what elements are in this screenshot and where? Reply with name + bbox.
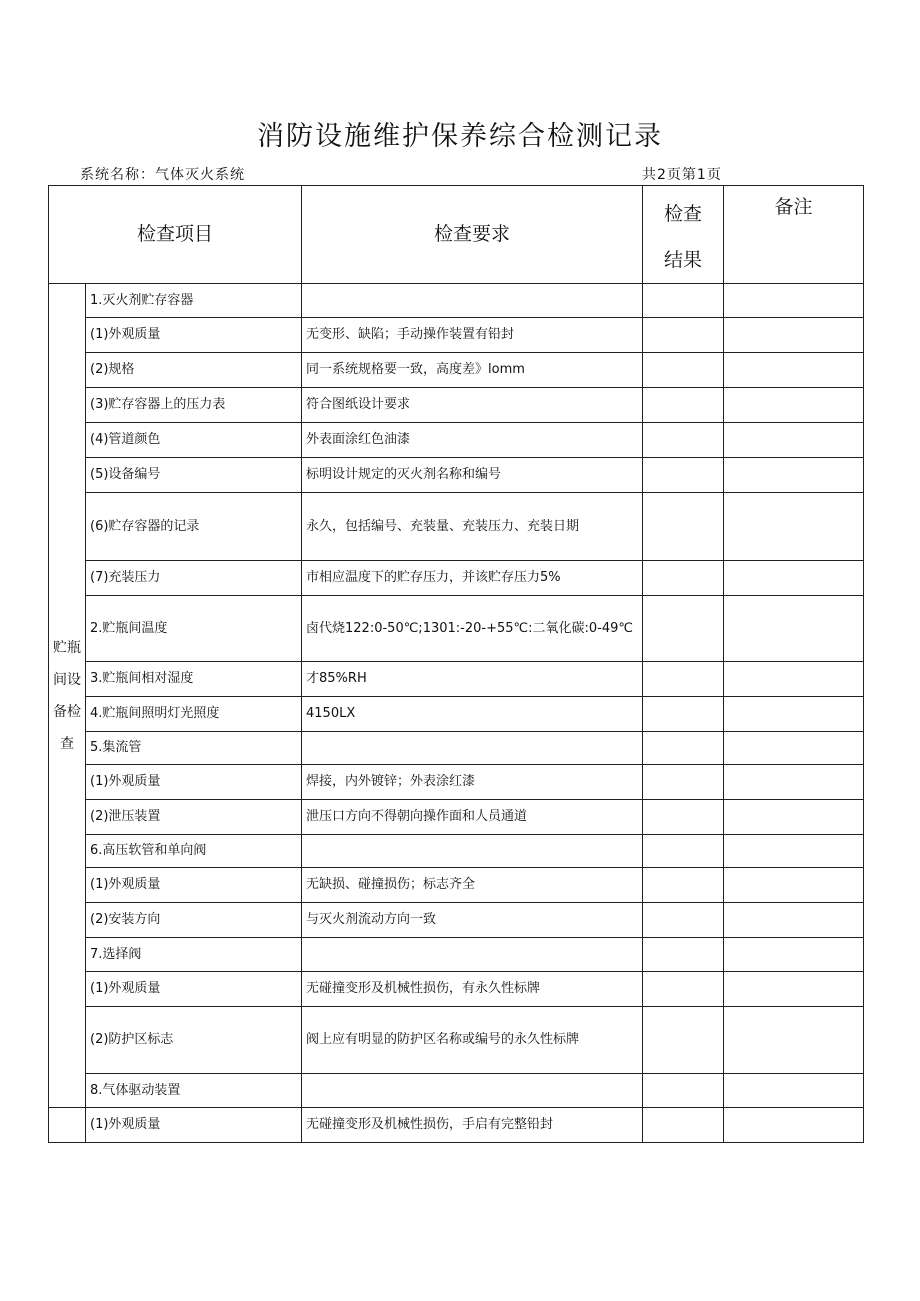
result-cell[interactable] bbox=[643, 868, 724, 903]
requirement-cell: 外表面涂红色油漆 bbox=[302, 423, 643, 458]
requirement-cell: 同一系统规格要一致，高度差》lomm bbox=[302, 353, 643, 388]
item-cell: (3)贮存容器上的压力表 bbox=[86, 388, 302, 423]
system-name: 系统名称：气体灭火系统 bbox=[80, 167, 245, 183]
header-remark: 备注 bbox=[724, 186, 864, 284]
table-row bbox=[49, 388, 864, 423]
table-row bbox=[49, 596, 864, 662]
requirement-cell: 与灭火剂流动方向一致 bbox=[302, 903, 643, 938]
item-cell: 5.集流管 bbox=[86, 732, 302, 765]
requirement-cell bbox=[302, 938, 643, 972]
remark-cell[interactable] bbox=[724, 318, 864, 353]
remark-cell[interactable] bbox=[724, 561, 864, 596]
remark-cell[interactable] bbox=[724, 835, 864, 868]
remark-cell[interactable] bbox=[724, 353, 864, 388]
requirement-cell bbox=[302, 284, 643, 318]
remark-cell[interactable] bbox=[724, 1108, 864, 1143]
remark-cell[interactable] bbox=[724, 697, 864, 732]
result-cell[interactable] bbox=[643, 697, 724, 732]
inspection-table bbox=[48, 185, 864, 1143]
remark-cell[interactable] bbox=[724, 972, 864, 1007]
remark-cell[interactable] bbox=[724, 903, 864, 938]
result-cell[interactable] bbox=[643, 938, 724, 972]
table-row bbox=[49, 972, 864, 1007]
table-row bbox=[49, 353, 864, 388]
remark-cell[interactable] bbox=[724, 1007, 864, 1074]
result-cell[interactable] bbox=[643, 561, 724, 596]
header-row bbox=[49, 186, 864, 284]
requirement-cell: 才85%RH bbox=[302, 662, 643, 697]
table-row bbox=[49, 697, 864, 732]
requirement-cell: 永久，包括编号、充装量、充装压力、充装日期 bbox=[302, 493, 643, 561]
result-cell[interactable] bbox=[643, 765, 724, 800]
requirement-cell: 焊接，内外镀锌；外表涂红漆 bbox=[302, 765, 643, 800]
requirement-cell bbox=[302, 1074, 643, 1108]
table-row bbox=[49, 800, 864, 835]
remark-cell[interactable] bbox=[724, 596, 864, 662]
remark-cell[interactable] bbox=[724, 868, 864, 903]
table-row bbox=[49, 903, 864, 938]
table-row bbox=[49, 1074, 864, 1108]
requirement-cell: 符合图纸设计要求 bbox=[302, 388, 643, 423]
header-requirement: 检查要求 bbox=[302, 186, 643, 284]
group-label: 贮瓶间设备检查 bbox=[49, 284, 86, 1108]
remark-cell[interactable] bbox=[724, 284, 864, 318]
table-row bbox=[49, 732, 864, 765]
remark-cell[interactable] bbox=[724, 800, 864, 835]
requirement-cell: 标明设计规定的灭火剂名称和编号 bbox=[302, 458, 643, 493]
item-cell: (5)设备编号 bbox=[86, 458, 302, 493]
requirement-cell: 无变形、缺陷；手动操作装置有铅封 bbox=[302, 318, 643, 353]
remark-cell[interactable] bbox=[724, 938, 864, 972]
item-cell: 1.灭火剂贮存容器 bbox=[86, 284, 302, 318]
remark-cell[interactable] bbox=[724, 423, 864, 458]
table-row bbox=[49, 458, 864, 493]
item-cell: 6.高压软管和单向阀 bbox=[86, 835, 302, 868]
remark-cell[interactable] bbox=[724, 458, 864, 493]
result-cell[interactable] bbox=[643, 423, 724, 458]
remark-cell[interactable] bbox=[724, 1074, 864, 1108]
table-row bbox=[49, 765, 864, 800]
table-row bbox=[49, 284, 864, 318]
page-counter: 共2页第1页 bbox=[642, 167, 722, 183]
item-cell: (2)防护区标志 bbox=[86, 1007, 302, 1074]
requirement-cell bbox=[302, 835, 643, 868]
item-cell: (1)外观质量 bbox=[86, 972, 302, 1007]
item-cell: (6)贮存容器的记录 bbox=[86, 493, 302, 561]
result-cell[interactable] bbox=[643, 732, 724, 765]
table-row bbox=[49, 1108, 864, 1143]
result-cell[interactable] bbox=[643, 493, 724, 561]
result-cell[interactable] bbox=[643, 662, 724, 697]
requirement-cell: 无碰撞变形及机械性损伤，有永久性标牌 bbox=[302, 972, 643, 1007]
item-cell: (1)外观质量 bbox=[86, 1108, 302, 1143]
requirement-cell: 阀上应有明显的防护区名称或编号的永久性标牌 bbox=[302, 1007, 643, 1074]
result-cell[interactable] bbox=[643, 1074, 724, 1108]
item-cell: (1)外观质量 bbox=[86, 318, 302, 353]
remark-cell[interactable] bbox=[724, 662, 864, 697]
remark-cell[interactable] bbox=[724, 388, 864, 423]
item-cell: (2)规格 bbox=[86, 353, 302, 388]
item-cell: 8.气体驱动装置 bbox=[86, 1074, 302, 1108]
table-row bbox=[49, 835, 864, 868]
item-cell: 3.贮瓶间相对湿度 bbox=[86, 662, 302, 697]
item-cell: 2.贮瓶间温度 bbox=[86, 596, 302, 662]
result-cell[interactable] bbox=[643, 835, 724, 868]
item-cell: 7.选择阀 bbox=[86, 938, 302, 972]
requirement-cell bbox=[302, 732, 643, 765]
result-cell[interactable] bbox=[643, 318, 724, 353]
item-cell: (1)外观质量 bbox=[86, 868, 302, 903]
requirement-cell: 无碰撞变形及机械性损伤，手启有完整铅封 bbox=[302, 1108, 643, 1143]
result-cell[interactable] bbox=[643, 903, 724, 938]
requirement-cell: 市相应温度下的贮存压力，并该贮存压力5% bbox=[302, 561, 643, 596]
table-row bbox=[49, 1007, 864, 1074]
item-cell: (2)泄压装置 bbox=[86, 800, 302, 835]
remark-cell[interactable] bbox=[724, 765, 864, 800]
table-row bbox=[49, 423, 864, 458]
requirement-cell: 泄压口方向不得朝向操作面和人员通道 bbox=[302, 800, 643, 835]
result-cell[interactable] bbox=[643, 800, 724, 835]
group-cell-empty bbox=[49, 1108, 86, 1143]
page-title: 消防设施维护保养综合检测记录 bbox=[257, 121, 663, 152]
requirement-cell: 无缺损、碰撞损伤；标志齐全 bbox=[302, 868, 643, 903]
result-cell[interactable] bbox=[643, 353, 724, 388]
requirement-cell: 4150LX bbox=[302, 697, 643, 732]
result-cell[interactable] bbox=[643, 284, 724, 318]
result-cell[interactable] bbox=[643, 1007, 724, 1074]
item-cell: (4)管道颜色 bbox=[86, 423, 302, 458]
table-row bbox=[49, 662, 864, 697]
result-cell[interactable] bbox=[643, 388, 724, 423]
item-cell: (1)外观质量 bbox=[86, 765, 302, 800]
remark-cell[interactable] bbox=[724, 732, 864, 765]
item-cell: (7)充装压力 bbox=[86, 561, 302, 596]
table-row bbox=[49, 561, 864, 596]
table-row bbox=[49, 493, 864, 561]
header-result: 检查 结果 bbox=[643, 186, 724, 284]
result-cell[interactable] bbox=[643, 596, 724, 662]
remark-cell[interactable] bbox=[724, 493, 864, 561]
requirement-cell: 卤代烧122:0-50℃;1301:-20-+55℃:二氧化碳:0-49℃ bbox=[302, 596, 643, 662]
result-cell[interactable] bbox=[643, 458, 724, 493]
table-row bbox=[49, 938, 864, 972]
item-cell: 4.贮瓶间照明灯光照度 bbox=[86, 697, 302, 732]
table-row bbox=[49, 868, 864, 903]
result-cell[interactable] bbox=[643, 1108, 724, 1143]
table-row bbox=[49, 318, 864, 353]
item-cell: (2)安装方向 bbox=[86, 903, 302, 938]
header-item: 检查项目 bbox=[49, 186, 302, 284]
result-cell[interactable] bbox=[643, 972, 724, 1007]
